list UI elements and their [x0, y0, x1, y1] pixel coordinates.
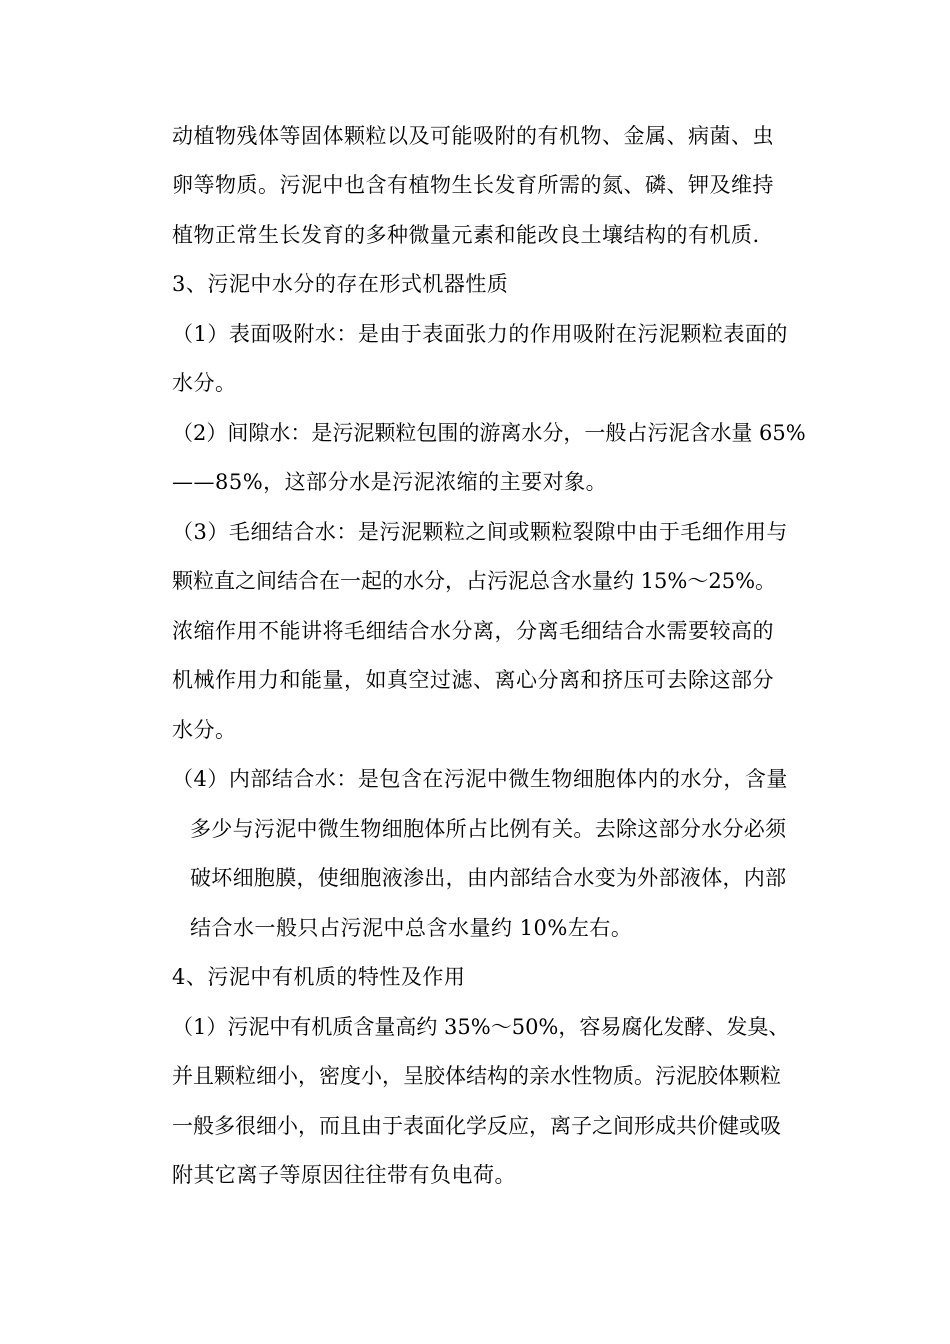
text-line: 动植物残体等固体颗粒以及可能吸附的有机物、金属、病菌、虫 — [172, 124, 774, 148]
text-line: 颗粒直之间结合在一起的水分，占污泥总含水量约 15%～25%。 — [172, 569, 777, 593]
text-line: 并且颗粒细小，密度小，呈胶体结构的亲水性物质。污泥胶体颗粒 — [172, 1064, 781, 1088]
section-heading: 4、污泥中有机质的特性及作用 — [172, 965, 466, 989]
text-line: 破坏细胞膜，使细胞液渗出，由内部结合水变为外部液体，内部 — [190, 866, 787, 890]
text-line: 水分。 — [172, 371, 237, 395]
text-line: 水分。 — [172, 718, 237, 742]
text-line: 结合水一般只占污泥中总含水量约 10%左右。 — [190, 916, 633, 940]
text-line: （1）表面吸附水：是由于表面张力的作用吸附在污泥颗粒表面的 — [172, 322, 788, 346]
text-line: 多少与污泥中微生物细胞体所占比例有关。去除这部分水分必须 — [190, 817, 787, 841]
text-line: （2）间隙水：是污泥颗粒包围的游离水分，一般占污泥含水量 65% — [172, 421, 806, 445]
text-line: （3）毛细结合水：是污泥颗粒之间或颗粒裂隙中由于毛细作用与 — [172, 520, 788, 544]
text-line: 附其它离子等原因往往带有负电荷。 — [172, 1163, 516, 1187]
section-heading: 3、污泥中水分的存在形式机器性质 — [172, 272, 509, 296]
text-line: 卵等物质。污泥中也含有植物生长发育所需的氮、磷、钾及维持 — [172, 173, 774, 197]
text-line: 机械作用力和能量，如真空过滤、离心分离和挤压可去除这部分 — [172, 668, 774, 692]
text-line: 植物正常生长发育的多种微量元素和能改良土壤结构的有机质. — [172, 223, 760, 247]
text-line: 浓缩作用不能讲将毛细结合水分离，分离毛细结合水需要较高的 — [172, 619, 774, 643]
text-line: （1）污泥中有机质含量高约 35%～50%，容易腐化发酵、发臭、 — [172, 1015, 790, 1039]
text-line: ——85%，这部分水是污泥浓缩的主要对象。 — [172, 470, 608, 494]
text-line: （4）内部结合水：是包含在污泥中微生物细胞体内的水分，含量 — [172, 767, 788, 791]
text-line: 一般多很细小，而且由于表面化学反应，离子之间形成共价健或吸 — [172, 1114, 781, 1138]
